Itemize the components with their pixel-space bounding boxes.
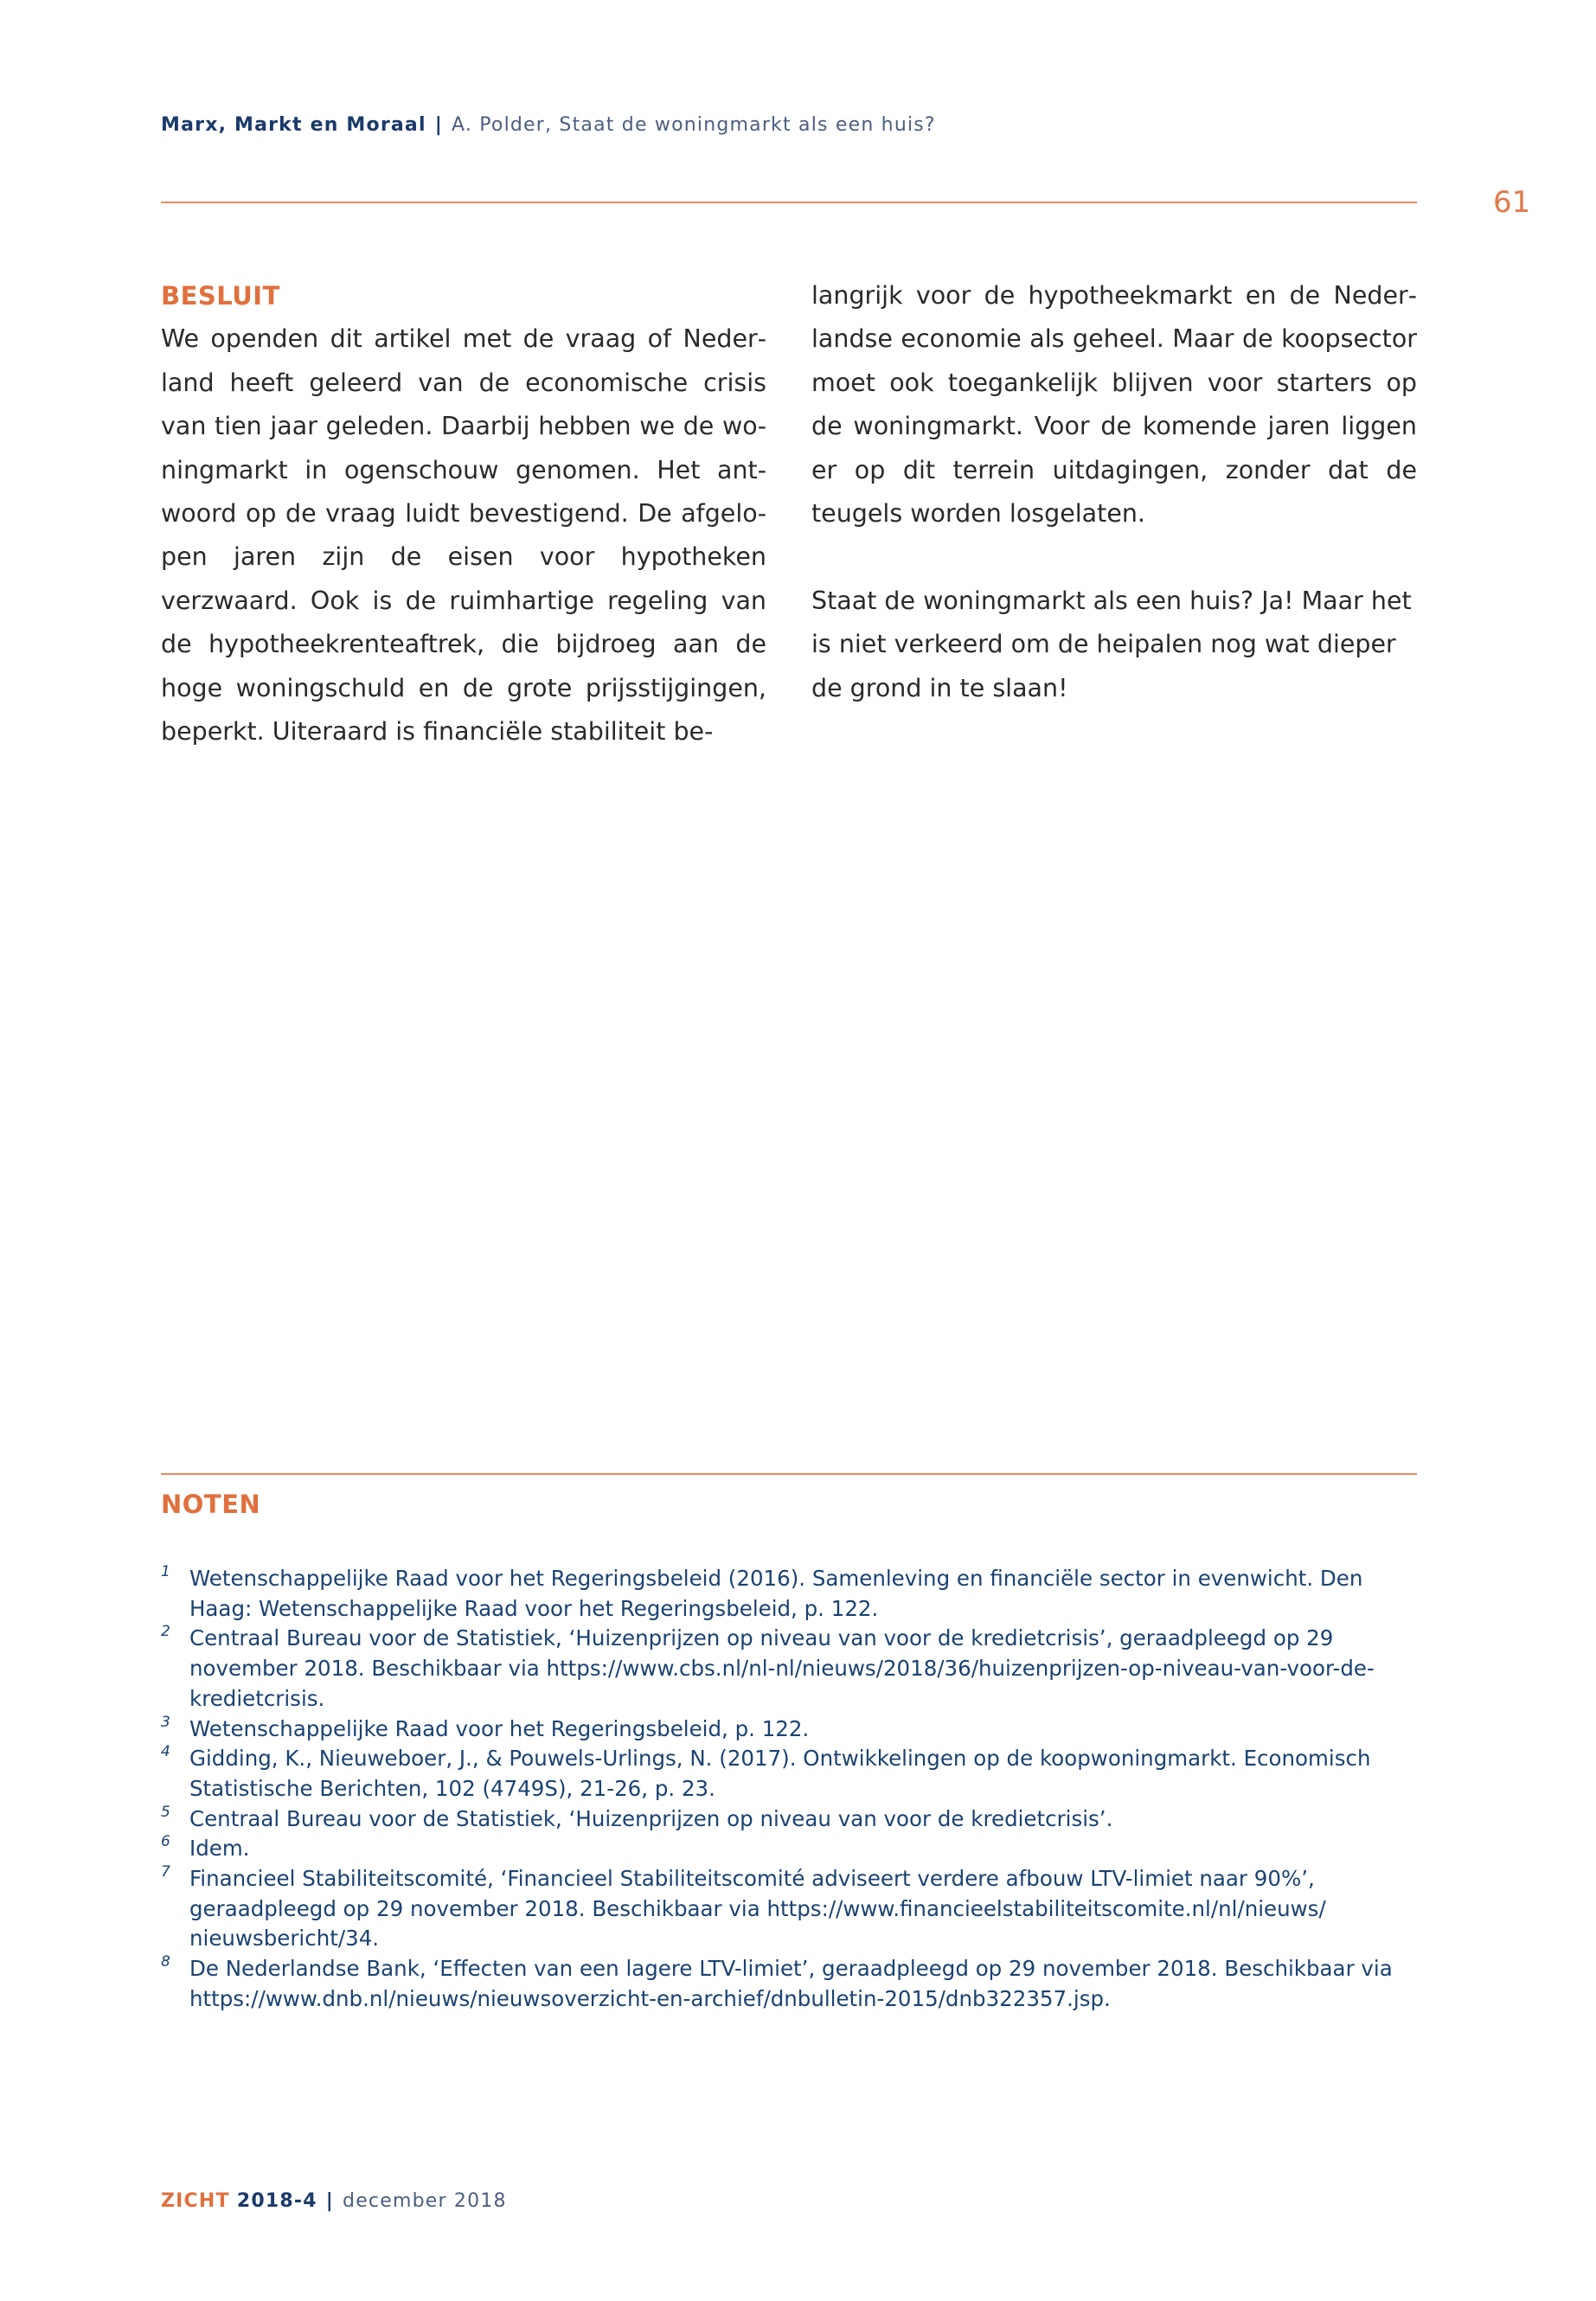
footnote-text: Gidding, K., Nieuweboer, J., & Pouwels-Urlings, N. (2017). Ontwikkelingen op de koopwoningmarkt. Economisch Statistische Berichten, 102 (4749S), 21-26, p. 23.	[189, 1746, 1371, 1801]
footnote	[161, 1804, 1424, 1835]
journal-title: Marx, Markt en Moraal	[161, 114, 426, 136]
footnote-number: 4	[161, 1743, 170, 1761]
running-header	[161, 114, 936, 136]
footnote-number: 2	[161, 1623, 170, 1641]
footnote-number: 8	[161, 1953, 170, 1971]
magazine-brand: ZICHT	[161, 2190, 230, 2212]
body-column-right	[811, 274, 1417, 710]
issue-date: december 2018	[343, 2190, 507, 2212]
footnote-text: Wetenschappelijke Raad voor het Regeringsbeleid (2016). Samenleving en financiële sector in evenwicht. Den Haag: Wetenschappelijke Raad voor het Regeringsbeleid, p. 122.	[189, 1566, 1363, 1621]
footnote-text: Financieel Stabiliteitscomité, ‘Financieel Stabiliteitscomité adviseert verdere afbouw LTV-limiet naar 90%’, geraadpleegd op 29 november 2018. Beschikbaar via https://www.financieelstabiliteitscomite.nl/nl/nieuws/​nieuwsbericht/34.	[189, 1866, 1326, 1952]
footnote-number: 3	[161, 1713, 170, 1731]
body-paragraph: We openden dit artikel met de vraag of Nederland heeft geleerd van de economische crisis van tien jaar geleden. Daarbij hebben we de woningmarkt in ogenschouw genomen. Het antwoord op de vraag luidt bevestigend. De afgelopen jaren zijn de eisen voor hypotheken verzwaard. Ook is de ruimhartige regeling van de hypotheekrenteaftrek, die bijdroeg aan de hoge woningschuld en de grote prijsstijgingen, beperkt. Uiteraard is financiële stabiliteit be-	[161, 324, 766, 747]
footnote	[161, 1954, 1424, 2014]
header-separator: |	[434, 114, 443, 136]
notes-heading: NOTEN	[161, 1490, 261, 1519]
section-heading: BESLUIT	[161, 281, 280, 311]
footnote-text: Centraal Bureau voor de Statistiek, ‘Huizenprijzen op niveau van voor de kredietcrisis’.	[189, 1805, 1113, 1831]
footnote	[161, 1715, 1424, 1745]
closing-paragraph: Staat de woningmarkt als een huis? Ja! Maar het is niet verkeerd om de heipalen nog wat dieper de grond in te slaan!	[811, 586, 1412, 702]
header-rule	[161, 202, 1417, 203]
footnote-text: Centraal Bureau voor de Statistiek, ‘Huizenprijzen op niveau van voor de kredietcrisis’, geraadpleegd op 29 november 2018. Beschikbaar via https://www.cbs.nl/nl-nl/nieuws/2018/36/huizenprijzen-op-niveau-van-voor-​de-kredietcrisis.	[189, 1625, 1375, 1711]
footnote-number: 7	[161, 1863, 170, 1881]
running-footer	[161, 2190, 507, 2212]
body-column-left	[161, 274, 766, 753]
footnote	[161, 1624, 1424, 1714]
footnote-text: De Nederlandse Bank, ‘Effecten van een lagere LTV-limiet’, geraadpleegd op 29 november 2018. Beschikbaar via https://www.dnb.nl/nieuws/nieuwsoverzicht-en-archief/dnbulletin-2015/dnb322357.jsp.	[189, 1956, 1393, 2011]
footnote-text: Idem.	[189, 1836, 250, 1862]
body-paragraph: langrijk voor de hypotheekmarkt en de Nederlandse economie als geheel. Maar de koopsector moet ook toegankelijk blijven voor starters op de woningmarkt. Voor de komende jaren liggen er op dit terrein uitdagingen, zonder dat de teugels worden losgelaten.	[811, 281, 1417, 529]
footnote	[161, 1564, 1424, 1624]
article-title: A. Polder, Staat de woningmarkt als een huis?	[451, 114, 936, 136]
footnote	[161, 1834, 1424, 1864]
footer-separator: |	[325, 2190, 335, 2212]
notes-rule	[161, 1473, 1417, 1475]
issue-number: 2018-4	[236, 2190, 317, 2212]
footnote-number: 6	[161, 1833, 170, 1851]
footnote	[161, 1744, 1424, 1804]
page-number: 61	[1493, 185, 1531, 220]
footnote-number: 5	[161, 1803, 170, 1821]
notes-list	[161, 1564, 1424, 2015]
footnote	[161, 1864, 1424, 1954]
footnote-text: Wetenschappelijke Raad voor het Regeringsbeleid, p. 122.	[189, 1715, 810, 1741]
footnote-number: 1	[161, 1563, 170, 1580]
